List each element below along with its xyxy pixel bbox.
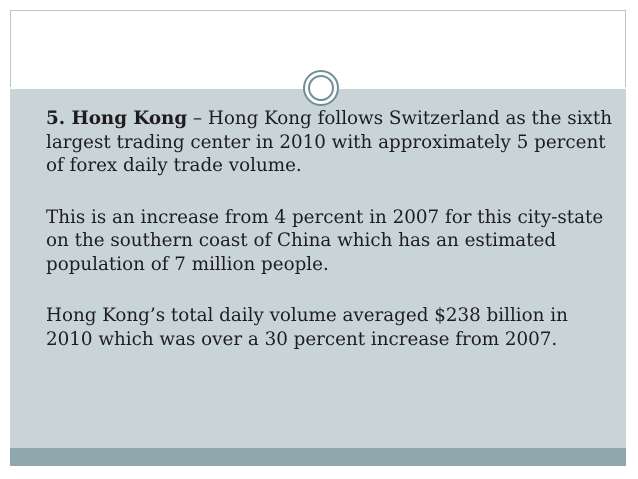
bullet-item-increase (26, 206, 616, 277)
bullet-text: – Hong Kong follows Switzerland as the sixth largest trading center in 2010 with approximately 5 percent of forex daily trade volume. (46, 108, 612, 176)
bullet-text: This is an increase from 4 percent in 2007 for this city-state on the southern coast of China which has an estimated population of 7 million people. (46, 206, 604, 275)
bullet-item-volume (26, 304, 616, 351)
bullet-lead: 5. Hong Kong (46, 108, 188, 129)
bullet-list (26, 107, 616, 379)
bottom-accent-band (10, 448, 626, 466)
bullet-item-hong-kong (26, 107, 616, 178)
circle-ornament-icon (302, 69, 340, 107)
bullet-text: Hong Kong’s total daily volume averaged $238 billion in 2010 which was over a 30 percent increase from 2007. (46, 305, 568, 350)
